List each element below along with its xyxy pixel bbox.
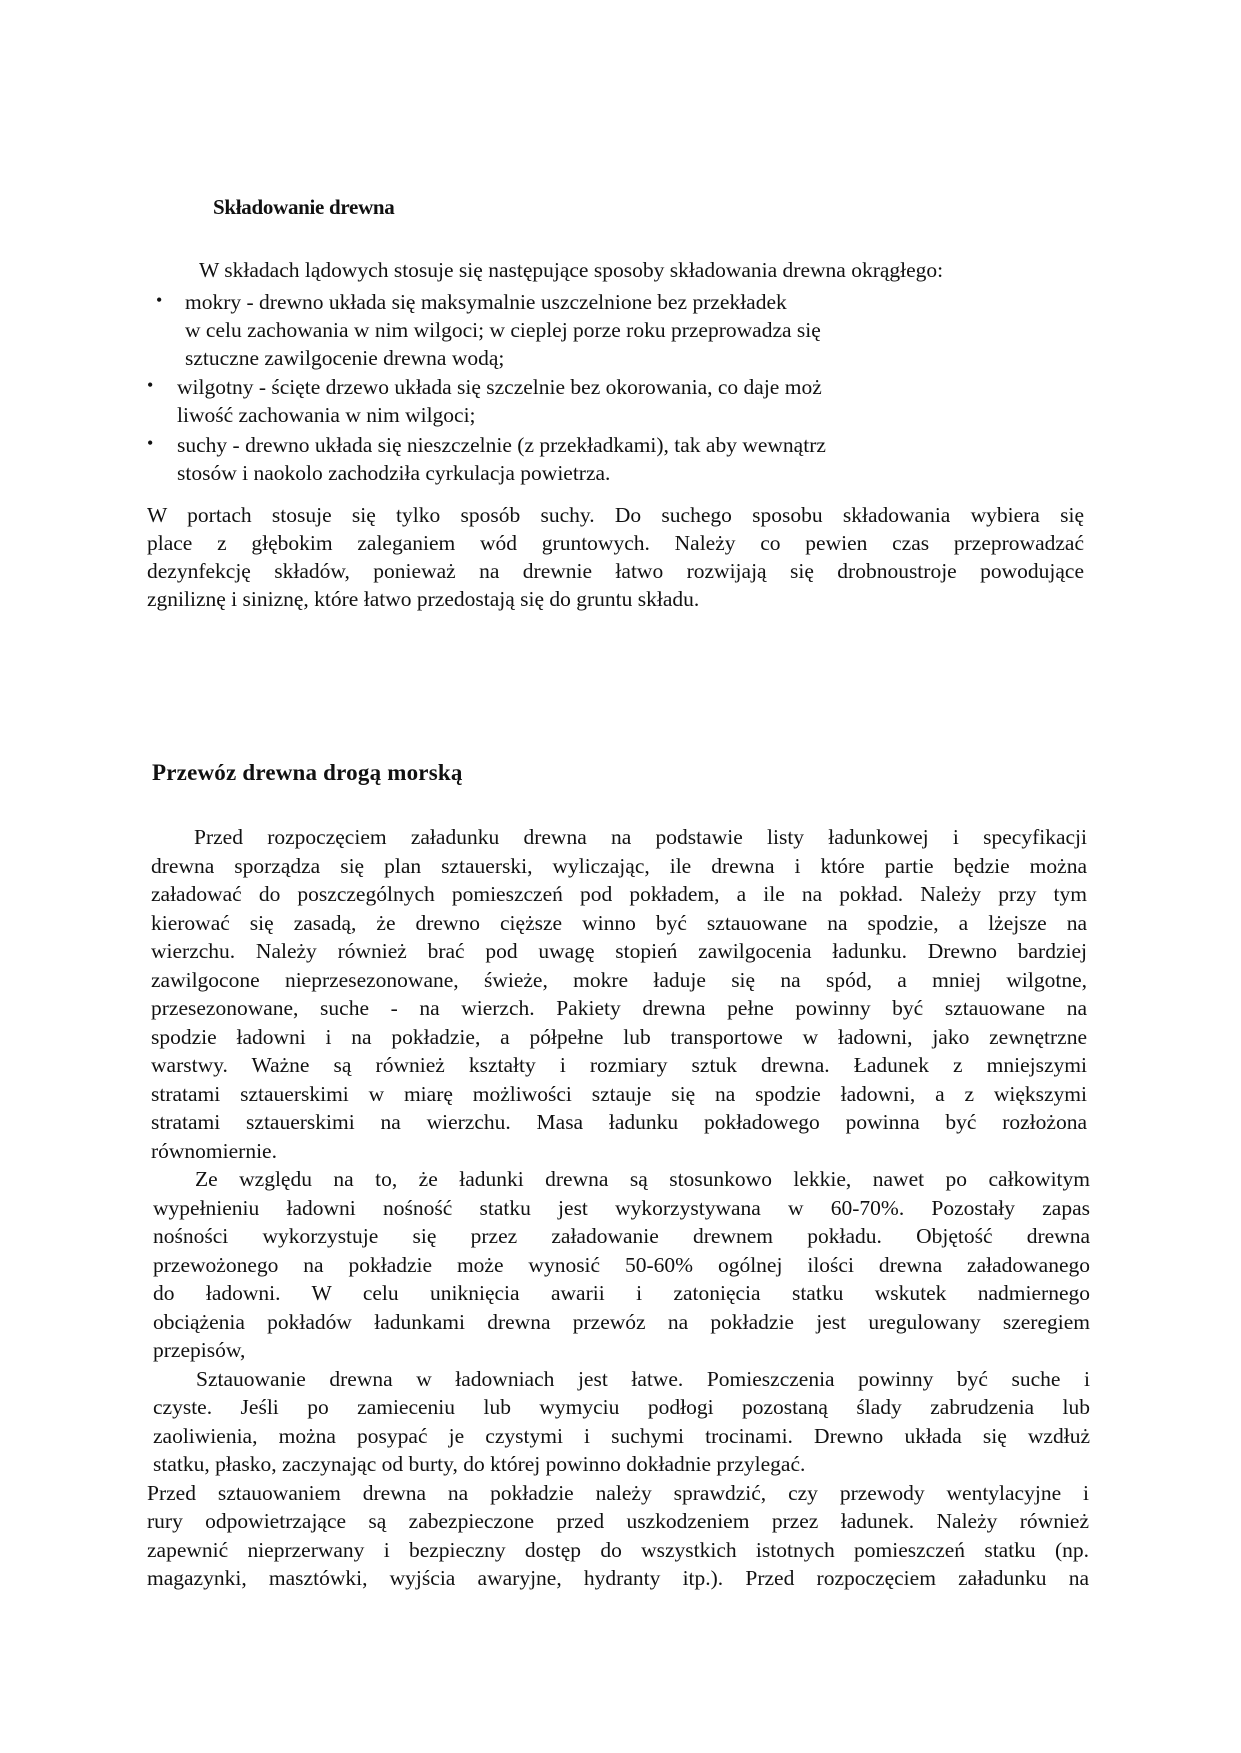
para2-line-2: wypełnieniu ładowni nośność statku jest wykorzystywana w 60-70%. Pozostały zapas <box>153 1196 1090 1220</box>
bullet-3-line-1: suchy - drewno układa się nieszczelnie (z przekładkami), tak aby wewnątrz <box>177 433 826 457</box>
para2-line-1: Ze względu na to, że ładunki drewna są stosunkowo lekkie, nawet po całkowitym <box>195 1167 1090 1191</box>
intro-text: W składach lądowych stosuje się następujące sposoby składowania drewna okrągłego: <box>199 258 944 282</box>
para4-line-4: magazynki, masztówki, wyjścia awaryjne, hydranty itp.). Przed rozpoczęciem załadunku na <box>147 1566 1089 1590</box>
para4-line-2: rury odpowietrzające są zabezpieczone przed uszkodzeniem przez ładunek. Należy również <box>147 1509 1089 1533</box>
ports-para-line-2: place z głębokim zaleganiem wód gruntowych. Należy co pewien czas przeprowadzać <box>147 531 1084 555</box>
bullet-2-line-2: liwość zachowania w nim wilgoci; <box>177 403 476 427</box>
section-heading-przewoz: Przewóz drewna drogą morską <box>152 760 463 785</box>
para1-line-2: drewna sporządza się plan sztauerski, wyliczając, ile drewna i które partie będzie można <box>151 854 1087 878</box>
bullet-2-line-1: wilgotny - ścięte drzewo układa się szczelnie bez okorowania, co daje moż <box>177 375 822 399</box>
para1-line-9: warstwy. Ważne są również kształty i rozmiary sztuk drewna. Ładunek z mniejszymi <box>151 1053 1087 1077</box>
para2-line-7: przepisów, <box>153 1338 246 1362</box>
ports-para-line-1: W portach stosuje się tylko sposób suchy. Do suchego sposobu składowania wybiera się <box>147 503 1084 527</box>
para3-line-2: czyste. Jeśli po zamieceniu lub wymyciu podłogi pozostaną ślady zabrudzenia lub <box>153 1395 1090 1419</box>
bullet-icon: • <box>147 375 154 395</box>
para1-line-11: stratami sztauerskimi na wierzchu. Masa ładunku pokładowego powinna być rozłożona <box>151 1110 1087 1134</box>
para2-line-6: obciążenia pokładów ładunkami drewna przewóz na pokładzie jest uregulowany szeregiem <box>153 1310 1090 1334</box>
para1-line-10: stratami sztauerskimi w miarę możliwości sztauje się na spodzie ładowni, a z większymi <box>151 1082 1087 1106</box>
bullet-1-line-1: mokry - drewno układa się maksymalnie uszczelnione bez przekładek <box>185 290 787 314</box>
para1-line-7: przesezonowane, suche - na wierzch. Pakiety drewna pełne powinny być sztauowane na <box>151 996 1087 1020</box>
para1-line-4: kierować się zasadą, że drewno cięższe winno być sztauowane na spodzie, a lżejsze na <box>151 911 1087 935</box>
para3-line-3: zaoliwienia, można posypać je czystymi i suchymi trocinami. Drewno układa się wzdłuż <box>153 1424 1090 1448</box>
para1-line-8: spodzie ładowni i na pokładzie, a półpełne lub transportowe w ładowni, jako zewnętrzne <box>151 1025 1087 1049</box>
para2-line-5: do ładowni. W celu uniknięcia awarii i zatonięcia statku wskutek nadmiernego <box>153 1281 1090 1305</box>
section-heading-skladowanie: Składowanie drewna <box>213 195 395 219</box>
bullet-icon: • <box>147 433 154 453</box>
bullet-icon: • <box>156 290 163 310</box>
para1-line-3: załadować do poszczególnych pomieszczeń pod pokładem, a ile na pokład. Należy przy tym <box>151 882 1087 906</box>
bullet-1-line-3: sztuczne zawilgocenie drewna wodą; <box>185 346 505 370</box>
para3-line-1: Sztauowanie drewna w ładowniach jest łatwe. Pomieszczenia powinny być suche i <box>196 1367 1090 1391</box>
para2-line-4: przewożonego na pokładzie może wynosić 50-60% ogólnej ilości drewna załadowanego <box>153 1253 1090 1277</box>
para1-line-12: równomiernie. <box>151 1139 277 1163</box>
para3-line-4: statku, płasko, zaczynając od burty, do której powinno dokładnie przylegać. <box>153 1452 806 1476</box>
para1-line-5: wierzchu. Należy również brać pod uwagę stopień zawilgocenia ładunku. Drewno bardziej <box>151 939 1087 963</box>
ports-para-line-4: zgniliznę i siniznę, które łatwo przedostają się do gruntu składu. <box>147 587 700 611</box>
bullet-3-line-2: stosów i naokolo zachodziła cyrkulacja powietrza. <box>177 461 611 485</box>
para1-line-1: Przed rozpoczęciem załadunku drewna na podstawie listy ładunkowej i specyfikacji <box>194 825 1087 849</box>
para1-line-6: zawilgocone nieprzesezonowane, świeże, mokre ładuje się na spód, a mniej wilgotne, <box>151 968 1087 992</box>
bullet-1-line-2: w celu zachowania w nim wilgoci; w cieplej porze roku przeprowadza się <box>185 318 821 342</box>
para4-line-3: zapewnić nieprzerwany i bezpieczny dostęp do wszystkich istotnych pomieszczeń statku (np. <box>147 1538 1089 1562</box>
ports-para-line-3: dezynfekcję składów, ponieważ na drewnie łatwo rozwijają się drobnoustroje powodujące <box>147 559 1084 583</box>
para4-line-1: Przed sztauowaniem drewna na pokładzie należy sprawdzić, czy przewody wentylacyjne i <box>147 1481 1089 1505</box>
para2-line-3: nośności wykorzystuje się przez załadowanie drewnem pokładu. Objętość drewna <box>153 1224 1090 1248</box>
